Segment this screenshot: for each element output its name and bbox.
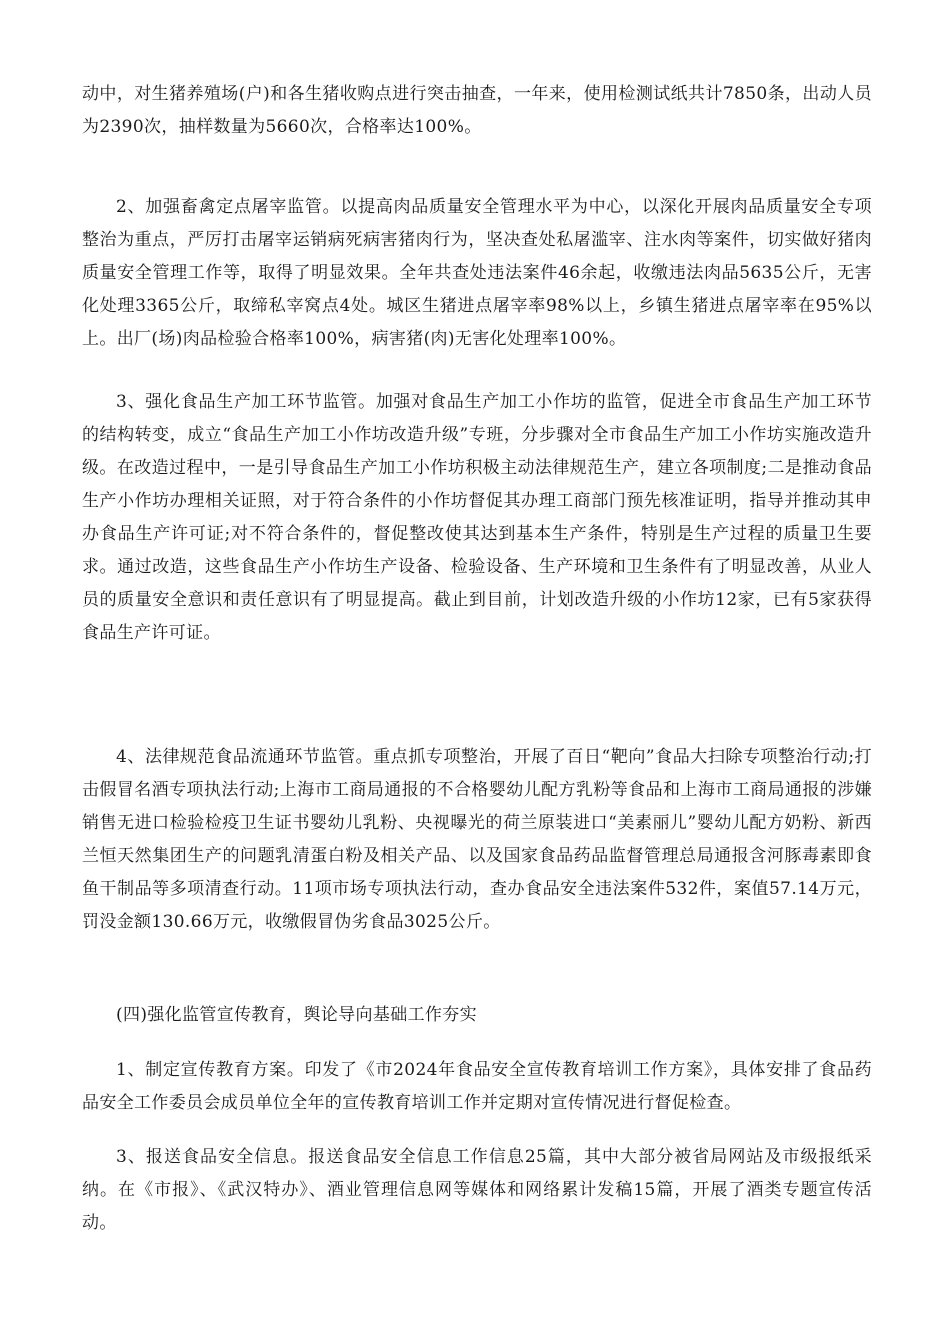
- paragraph-continuation: 动中，对生猪养殖场(户)和各生猪收购点进行突击抽查，一年来，使用检测试纸共计7850条，出动人员为2390次，抽样数量为5660次，合格率达100%。: [82, 84, 872, 137]
- paragraph-circulation-supervision: 4、法律规范食品流通环节监管。重点抓专项整治，开展了百日“靶向”食品大扫除专项整治行动;打击假冒名酒专项执法行动;上海市工商局通报的不合格婴幼儿配方乳粉等食品和上海市工商局通报的涉嫌销售无进口检验检疫卫生证书婴幼儿乳粉、央视曝光的荷兰原装进口“美素丽儿”婴幼儿配方奶粉、新西兰恒天然集团生产的问题乳清蛋白粉及相关产品、以及国家食品药品监督管理总局通报含河豚毒素即食鱼干制品等多项清查行动。11项市场专项执法行动，查办食品安全违法案件532件，案值57.14万元，罚没金额130.66万元，收缴假冒伪劣食品3025公斤。: [82, 747, 872, 932]
- paragraph-slaughter-supervision: 2、加强畜禽定点屠宰监管。以提高肉品质量安全管理水平为中心，以深化开展肉品质量安全专项整治为重点，严厉打击屠宰运销病死病害猪肉行为，坚决查处私屠滥宰、注水肉等案件，切实做好猪肉质量安全管理工作等，取得了明显效果。全年共查处违法案件46余起，收缴违法肉品5635公斤，无害化处理3365公斤，取缔私宰窝点4处。城区生猪进点屠宰率98%以上，乡镇生猪进点屠宰率在95%以上。出厂(场)肉品检验合格率100%，病害猪(肉)无害化处理率100%。: [82, 197, 872, 349]
- paragraph-publicity-plan: 1、制定宣传教育方案。印发了《市2024年食品安全宣传教育培训工作方案》，具体安排了食品药品安全工作委员会成员单位全年的宣传教育培训工作并定期对宣传情况进行督促检查。: [82, 1060, 872, 1113]
- section-heading-publicity: (四)强化监管宣传教育，舆论导向基础工作夯实: [116, 1005, 477, 1025]
- paragraph-processing-supervision: 3、强化食品生产加工环节监管。加强对食品生产加工小作坊的监管，促进全市食品生产加工环节的结构转变，成立“食品生产加工小作坊改造升级”专班，分步骤对全市食品生产加工小作坊实施改造升级。在改造过程中，一是引导食品生产加工小作坊积极主动法律规范生产，建立各项制度;二是推动食品生产小作坊办理相关证照，对于符合条件的小作坊督促其办理工商部门预先核准证明，指导并推动其申办食品生产许可证;对不符合条件的，督促整改使其达到基本生产条件，特别是生产过程的质量卫生要求。通过改造，这些食品生产小作坊生产设备、检验设备、生产环境和卫生条件有了明显改善，从业人员的质量安全意识和责任意识有了明显提高。截止到目前，计划改造升级的小作坊12家，已有5家获得食品生产许可证。: [82, 392, 872, 643]
- paragraph-safety-information: 3、报送食品安全信息。报送食品安全信息工作信息25篇，其中大部分被省局网站及市级报纸采纳。在《市报》、《武汉特办》、酒业管理信息网等媒体和网络累计发稿15篇，开展了酒类专题宣传活动。: [82, 1147, 872, 1233]
